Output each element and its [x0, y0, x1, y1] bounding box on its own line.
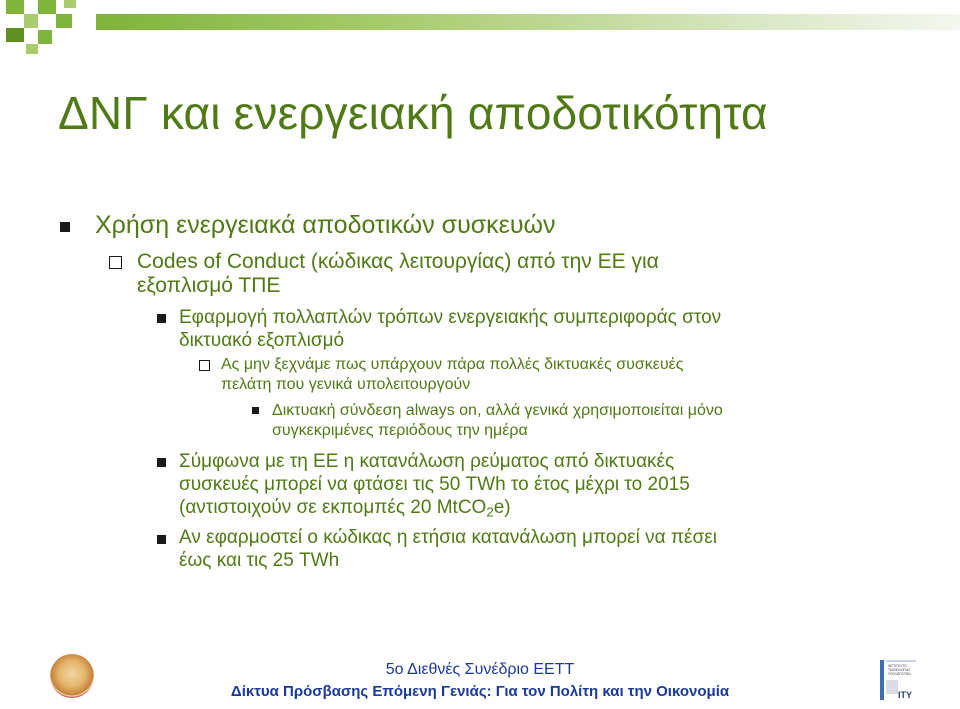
- header-gradient-bar: [96, 14, 960, 30]
- bullet-text: Codes of Conduct (κώδικας λειτουργίας) από την ΕΕ για: [137, 250, 659, 273]
- decor-square: [6, 28, 24, 42]
- bullet-text: Δικτυακή σύνδεση always on, αλλά γενικά χρησιμοποιείται μόνο: [272, 402, 723, 419]
- decor-square: [26, 44, 38, 54]
- bullet-hollow-square-icon: [109, 256, 122, 269]
- bullet-text: Ας μην ξεχνάμε πως υπάρχουν πάρα πολλές δικτυακές συσκευές: [221, 356, 684, 373]
- subscript: 2: [486, 504, 494, 520]
- bullet-text: εξοπλισμό ΤΠΕ: [137, 274, 281, 297]
- decor-square: [6, 0, 24, 14]
- bullet-square-icon: [60, 222, 70, 232]
- svg-text:ΙΝΣΤΙΤΟΥΤΟ: ΙΝΣΤΙΤΟΥΤΟ: [888, 664, 907, 668]
- slide-title: ΔΝΓ και ενεργειακή αποδοτικότητα: [58, 87, 768, 139]
- bullet-text-part: e): [493, 497, 511, 518]
- svg-text:ΤΕΧΝΟΛΟΓΙΑΣ: ΤΕΧΝΟΛΟΓΙΑΣ: [888, 668, 911, 672]
- bullet-text: συγκεκριμένες περιόδους την ημέρα: [272, 422, 528, 439]
- bullet-hollow-square-icon: [199, 360, 210, 371]
- footer-subtitle: Δίκτυα Πρόσβασης Επόμενη Γενιάς: Για τον Πολίτη και την Οικονομία: [230, 683, 730, 700]
- bullet-square-icon: [157, 314, 166, 323]
- bullet-square-icon: [157, 535, 166, 544]
- bullet-text: πελάτη που γενικά υπολειτουργούν: [221, 376, 471, 393]
- bullet-square-icon: [157, 458, 166, 467]
- decor-square: [38, 30, 52, 44]
- svg-text:ΥΠΟΛΟΓΙΣΤΩΝ: ΥΠΟΛΟΓΙΣΤΩΝ: [888, 672, 911, 676]
- decor-square: [56, 14, 72, 28]
- decor-square: [64, 0, 76, 8]
- bullet-text: Εφαρμογή πολλαπλών τρόπων ενεργειακής συμπεριφοράς στον: [179, 307, 722, 328]
- bullet-square-icon: [252, 407, 259, 414]
- bullet-text: έως και τις 25 TWh: [179, 550, 340, 571]
- bullet-text: συσκευές μπορεί να φτάσει τις 50 TWh το έτος μέχρι το 2015: [179, 474, 690, 495]
- bullet-text: δικτυακό εξοπλισμό: [179, 330, 345, 351]
- svg-text:ITY: ITY: [898, 690, 913, 700]
- bullet-text: Χρήση ενεργειακά αποδοτικών συσκευών: [95, 211, 556, 239]
- decor-square: [24, 14, 38, 28]
- footer-conference: 5ο Διεθνές Συνέδριο ΕΕΤΤ: [385, 661, 575, 678]
- bullet-text: Αν εφαρμοστεί ο κώδικας η ετήσια κατανάλωση μπορεί να πέσει: [179, 527, 717, 548]
- decor-square: [38, 0, 56, 14]
- bullet-text-part: (αντιστοιχούν σε εκπομπές 20 MtCO: [179, 497, 487, 518]
- bullet-text: [179, 497, 511, 519]
- bullet-text: Σύμφωνα με τη ΕΕ η κατανάλωση ρεύματος από δικτυακές: [179, 451, 675, 472]
